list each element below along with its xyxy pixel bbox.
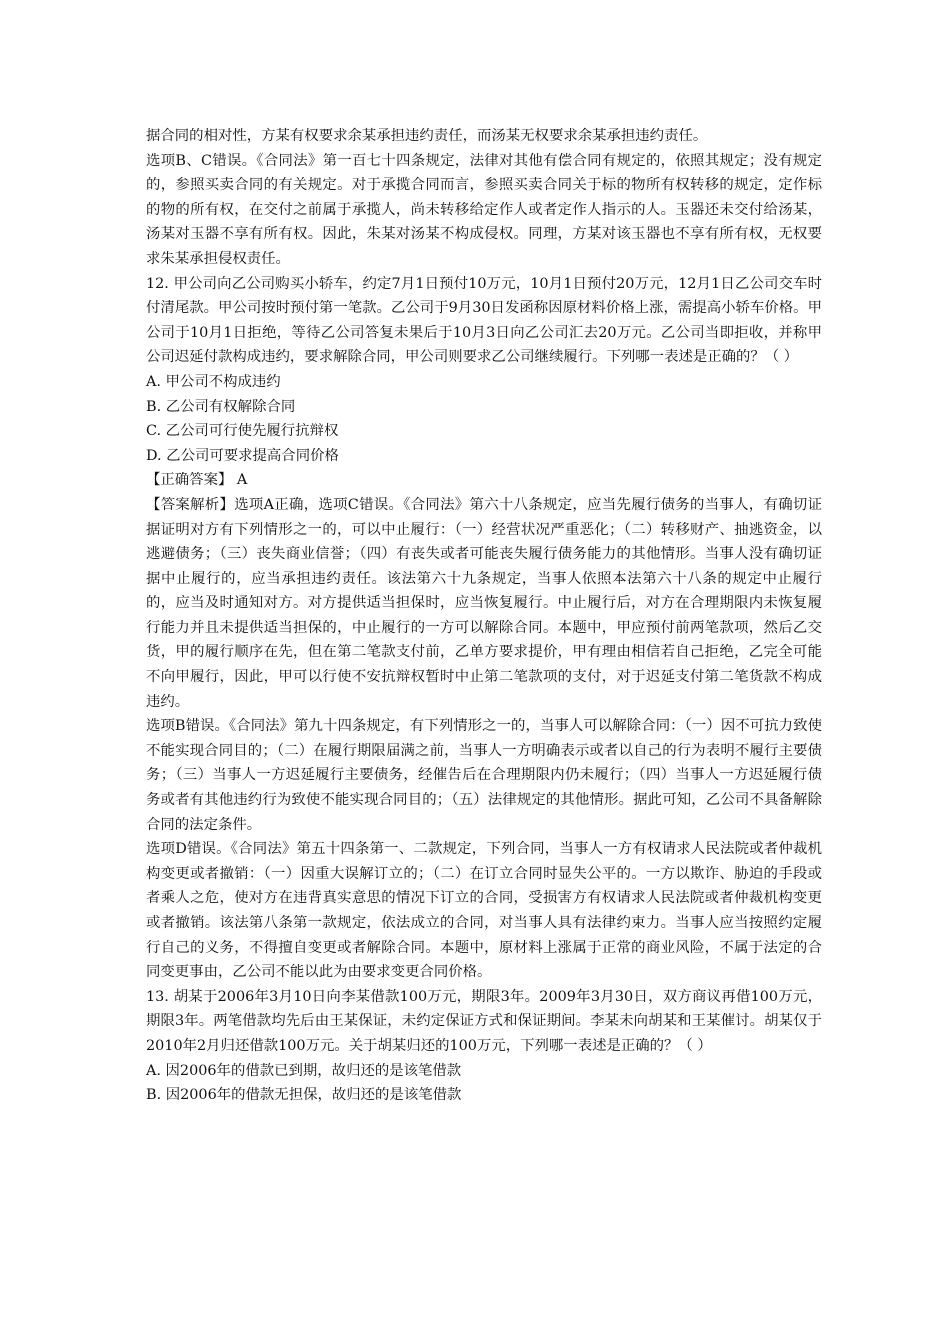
question-12: 12. 甲公司向乙公司购买小轿车，约定7月1日预付10万元，10月1日预付20万元，12月1日乙公司交车时付清尾款。甲公司按时预付第一笔款。乙公司于9月30日发函称因原材料价格上涨，需提高小轿车价格。甲公司于10月1日拒绝，等待乙公司答复未果后于10月3日向乙公司汇去20万元。乙公司当即拒收，并称甲公司迟延付款构成违约，要求解除合同，甲公司则要求乙公司继续履行。下列哪一表述是正确的？（ ） [146,275,822,366]
question-12-explanation: 【答案解析】选项A正确，选项C错误。《合同法》第六十八条规定，应当先履行债务的当事人，有确切证据证明对方有下列情形之一的，可以中止履行：（一）经营状况严重恶化；（二）转移财产、抽逃资金，以逃避债务；（三）丧失商业信誉；（四）有丧失或者可能丧失履行债务能力的其他情形。当事人没有确切证据中止履行的，应当承担违约责任。该法第六十九条规定，当事人依照本法第六十八条的规定中止履行的，应当及时通知对方。对方提供适当担保时，应当恢复履行。中止履行后，对方在合理期限内未恢复履行能力并且未提供适当担保的，中止履行的一方可以解除合同。本题中，甲应预付前两笔款项，然后乙交货，甲的履行顺序在先，但在第二笔款支付前，乙单方要求提价，甲有理由相信若自己拒绝，乙完全可能不向甲履行，因此，甲可以行使不安抗辩权暂时中止第二笔款项的支付，对于迟延支付第二笔货款不构成违约。 [146,496,822,710]
question-13-option-b: B. 因2006年的借款无担保，故归还的是该笔借款 [146,1087,462,1104]
question-12-option-b: B. 乙公司有权解除合同 [146,398,296,415]
document-page [146,124,822,1108]
question-12-option-d: D. 乙公司可要求提高合同价格 [146,447,339,464]
question-13: 13. 胡某于2006年3月10日向李某借款100万元，期限3年。2009年3月30日，双方商议再借100万元，期限3年。两笔借款均先后由王某保证，未约定保证方式和保证期间。李某未向胡某和王某催讨。胡某仅于2010年2月归还借款100万元。关于胡某归还的100万元，下列哪一表述是正确的？（ ） [146,988,822,1054]
question-13-option-a: A. 因2006年的借款已到期，故归还的是该笔借款 [146,1062,462,1079]
question-12-option-c: C. 乙公司可行使先履行抗辩权 [146,423,339,440]
question-12-option-b-explanation: 选项B错误。《合同法》第九十四条规定，有下列情形之一的，当事人可以解除合同：（一）因不可抗力致使不能实现合同目的；（二）在履行期限届满之前，当事人一方明确表示或者以自己的行为表明不履行主要债务；（三）当事人一方迟延履行主要债务，经催告后在合理期限内仍未履行；（四）当事人一方迟延履行债务或者有其他违约行为致使不能实现合同目的；（五）法律规定的其他情形。据此可知，乙公司不具备解除合同的法定条件。 [146,718,822,833]
paragraph-contract-relativity: 据合同的相对性，方某有权要求余某承担违约责任，而汤某无权要求余某承担违约责任。 [146,128,708,144]
question-12-option-d-explanation: 选项D错误。《合同法》第五十四条第一、二款规定，下列合同，当事人一方有权请求人民法院或者仲裁机构变更或者撤销：（一）因重大误解订立的；（二）在订立合同时显失公平的。一方以欺诈、胁迫的手段或者乘人之危，使对方在违背真实意思的情况下订立的合同，受损害方有权请求人民法院或者仲裁机构变更或者撤销。该法第八条第一款规定，依法成立的合同，对当事人具有法律约束力。当事人应当按照约定履行自己的义务，不得擅自变更或者解除合同。本题中，原材料上涨属于正常的商业风险，不属于法定的合同变更事由，乙公司不能以此为由要求变更合同价格。 [146,841,822,981]
question-12-option-a: A. 甲公司不构成违约 [146,373,281,390]
paragraph-option-bc-analysis: 选项B、C错误。《合同法》第一百七十四条规定，法律对其他有偿合同有规定的，依照其规定；没有规定的，参照买卖合同的有关规定。对于承揽合同而言，参照买卖合同关于标的物所有权转移的规定，定作标的物的所有权，在交付之前属于承揽人，尚未转移给定作人或者定作人指示的人。玉器还未交付给汤某，汤某对玉器不享有所有权。因此，朱某对汤某不构成侵权。同理，方某对该玉器也不享有所有权，无权要求朱某承担侵权责任。 [146,152,822,267]
question-12-correct-answer: 【正确答案】 A [146,472,248,489]
